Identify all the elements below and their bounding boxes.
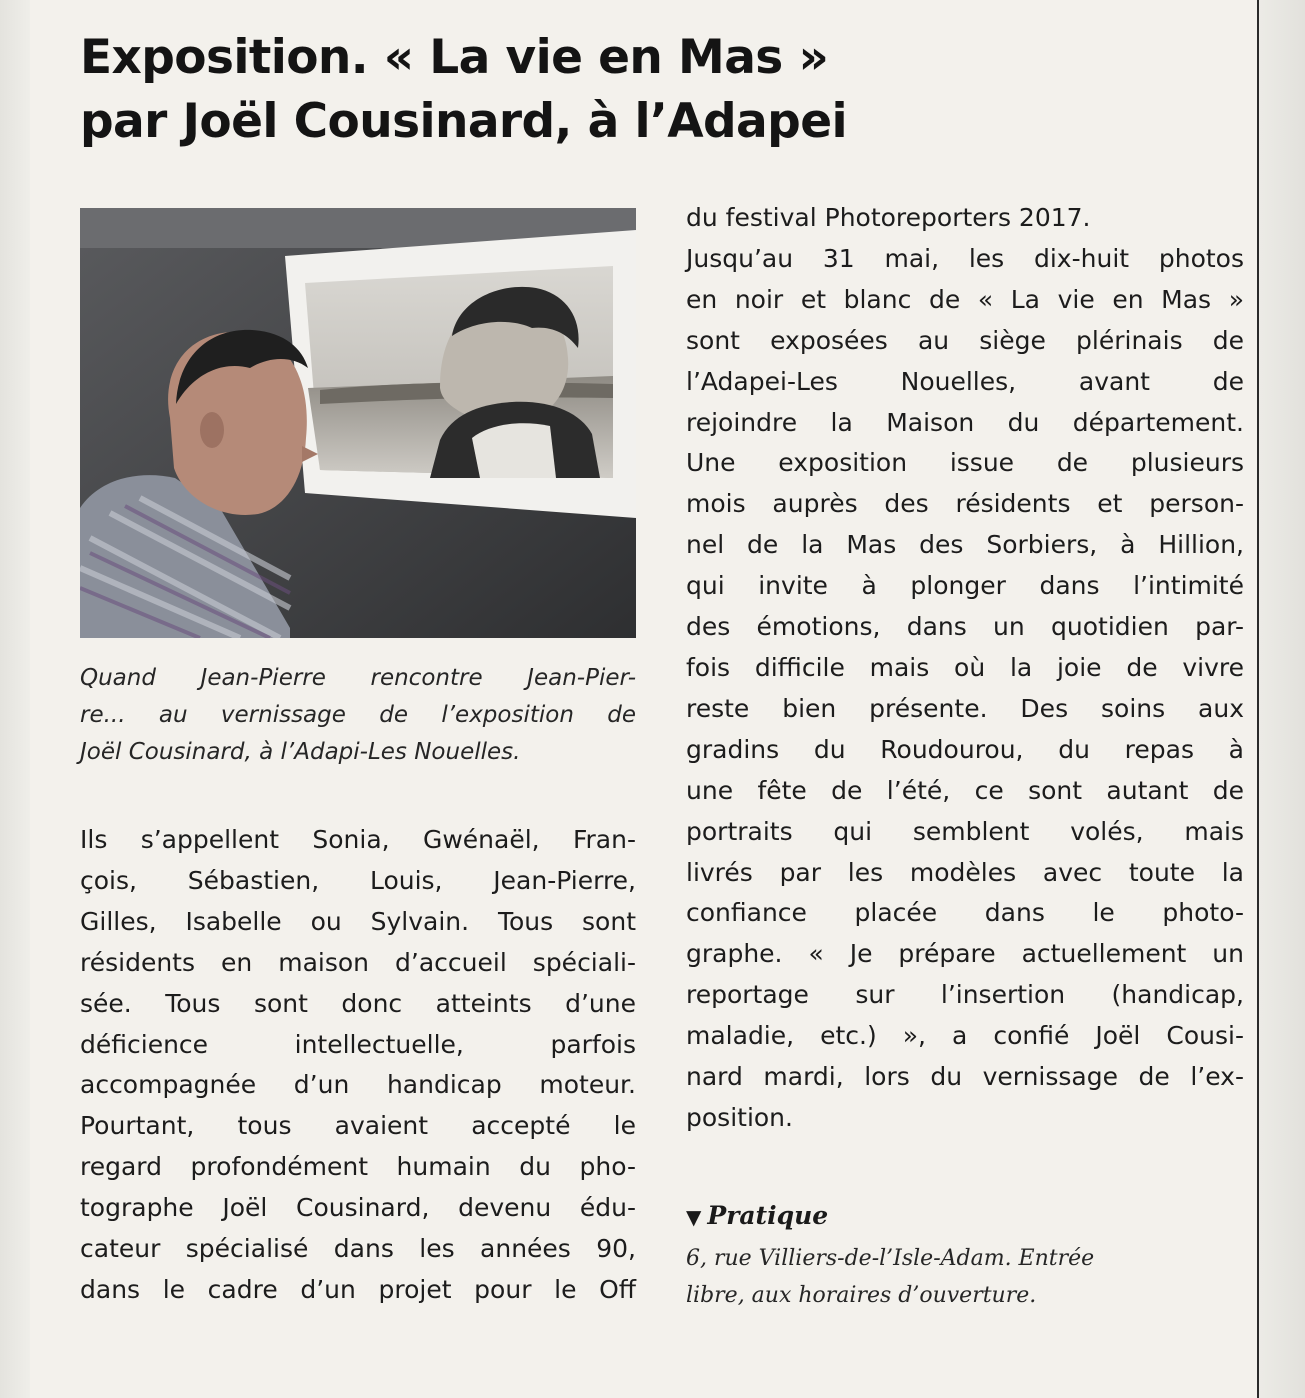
photo-caption [80, 660, 636, 771]
body-line: Gilles, Isabelle ou Sylvain. Tous sont [80, 906, 636, 936]
body-line: sée. Tous sont donc atteints d’une [80, 988, 636, 1018]
body-line: Ils s’appellent Sonia, Gwénaël, Fran- [80, 825, 636, 854]
body-line: graphe. « Je prépare actuellement un [686, 939, 1244, 969]
body-line: çois, Sébastien, Louis, Jean-Pierre, [80, 865, 636, 895]
body-line: regard profondément humain du pho- [80, 1152, 636, 1182]
page-edge-left [0, 0, 30, 1398]
body-line: maladie, etc.) », a confié Joël Cousi- [686, 1021, 1244, 1051]
headline-line: par Joël Cousinard, à l’Adapei [80, 94, 847, 149]
body-column-left [80, 820, 636, 1311]
headline [80, 26, 1240, 154]
pratique-heading [686, 1196, 828, 1237]
caption-line: Quand Jean-Pierre rencontre Jean-Pier- [80, 665, 636, 691]
body-line: résidents en maison d’accueil spéciali- [80, 947, 636, 977]
body-line: cateur spécialisé dans les années 90, [80, 1234, 636, 1264]
body-line: mois auprès des résidents et person- [686, 489, 1244, 519]
body-line: accompagnée d’un handicap moteur. [80, 1070, 636, 1100]
page-edge-right [1257, 0, 1305, 1398]
body-line: livrés par les modèles avec toute la [686, 857, 1244, 887]
body-line: tographe Joël Cousinard, devenu édu- [80, 1193, 636, 1223]
pratique-line: libre, aux horaires d’ouverture. [686, 1283, 1037, 1308]
photo-illustration [80, 208, 636, 638]
body-line: nard mardi, lors du vernissage de l’ex- [686, 1062, 1244, 1092]
body-line: sont exposées au siège plérinais de [686, 325, 1244, 355]
body-line: des émotions, dans un quotidien par- [686, 612, 1244, 642]
body-line: reste bien présente. Des soins aux [686, 693, 1244, 723]
pratique-heading-label: Pratique [707, 1201, 829, 1230]
body-line: reportage sur l’insertion (handicap, [686, 980, 1244, 1010]
triangle-down-icon: ▼ [686, 1205, 702, 1229]
body-line: fois difficile mais où la joie de vivre [686, 652, 1244, 682]
body-line: Une exposition issue de plusieurs [686, 448, 1244, 478]
body-line: du festival Photoreporters 2017. [686, 203, 1091, 232]
body-line: Jusqu’au 31 mai, les dix-huit photos [686, 243, 1244, 273]
body-line: en noir et blanc de « La vie en Mas » [686, 284, 1244, 314]
body-line: position. [686, 1102, 793, 1132]
body-line: dans le cadre d’un projet pour le Off [80, 1274, 636, 1304]
body-line: qui invite à plonger dans l’intimité [686, 571, 1244, 601]
body-line: gradins du Roudourou, du repas à [686, 734, 1244, 764]
body-line: déficience intellectuelle, parfois [80, 1029, 636, 1059]
article-photo [80, 208, 636, 638]
caption-line: Joël Cousinard, à l’Adapi-Les Nouelles. [80, 739, 521, 765]
pratique-info [686, 1240, 1246, 1314]
body-line: nel de la Mas des Sorbiers, à Hillion, [686, 530, 1244, 560]
body-line: l’Adapei-Les Nouelles, avant de [686, 366, 1244, 396]
caption-line: re... au vernissage de l’exposition de [80, 702, 636, 728]
body-column-right [686, 198, 1244, 1139]
body-line: portraits qui semblent volés, mais [686, 816, 1244, 846]
pratique-line: 6, rue Villiers-de-l’Isle-Adam. Entrée [686, 1246, 1095, 1271]
body-line: confiance placée dans le photo- [686, 898, 1244, 928]
body-line: rejoindre la Maison du département. [686, 407, 1244, 437]
headline-line: Exposition. « La vie en Mas » [80, 30, 829, 85]
body-line: une fête de l’été, ce sont autant de [686, 775, 1244, 805]
body-line: Pourtant, tous avaient accepté le [80, 1111, 636, 1141]
